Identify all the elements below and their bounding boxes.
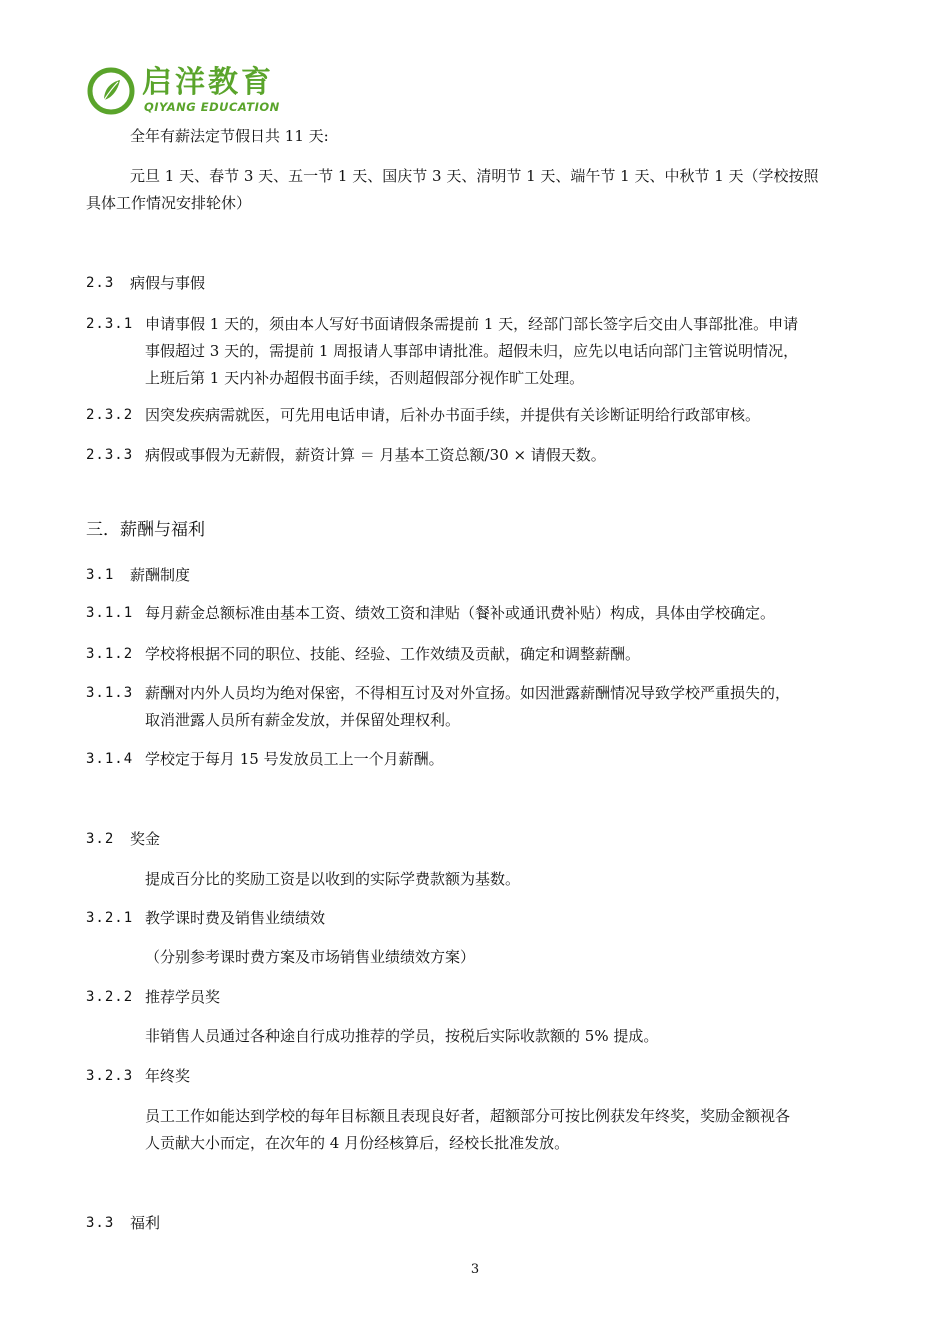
section-intro: 提成百分比的奖励工资是以收到的实际学费款额为基数。 xyxy=(145,870,521,888)
section-heading: 福利 xyxy=(130,1214,161,1232)
clause-number: 3.2.2 xyxy=(86,989,134,1005)
clause-text: 薪酬对内外人员均为绝对保密，不得相互讨及对外宣扬。如因泄露薪酬情况导致学校严重损失的， xyxy=(145,684,791,702)
clause-number: 3.1.3 xyxy=(86,685,134,701)
clause-text: 学校定于每月 15 号发放员工上一个月薪酬。 xyxy=(145,750,444,768)
clause-number: 2.3.2 xyxy=(86,407,134,423)
clause-title: 推荐学员奖 xyxy=(145,988,221,1006)
leaf-ring-icon xyxy=(86,66,136,116)
clause-text: 上班后第 1 天内补办超假书面手续，否则超假部分视作旷工处理。 xyxy=(145,369,585,387)
clause-text: （分别参考课时费方案及市场销售业绩绩效方案） xyxy=(145,948,476,966)
section-number: 3.1 xyxy=(86,567,115,583)
holiday-intro: 全年有薪法定节假日共 11 天: xyxy=(130,127,329,145)
clause-number: 2.3.3 xyxy=(86,447,134,463)
clause-number: 3.1.2 xyxy=(86,646,134,662)
holiday-list-line-2: 具体工作情况安排轮休） xyxy=(86,194,252,212)
clause-text: 因突发疾病需就医，可先用电话申请，后补办书面手续，并提供有关诊断证明给行政部审核。 xyxy=(145,406,761,424)
section-heading: 奖金 xyxy=(130,830,161,848)
clause-text: 取消泄露人员所有薪金发放，并保留处理权利。 xyxy=(145,711,461,729)
section-number: 2.3 xyxy=(86,275,115,291)
section-number: 3.2 xyxy=(86,831,115,847)
clause-number: 3.2.1 xyxy=(86,910,134,926)
clause-number: 2.3.1 xyxy=(86,316,134,332)
clause-text: 申请事假 1 天的，须由本人写好书面请假条需提前 1 天，经部门部长签字后交由人事部批准。申请 xyxy=(145,315,799,333)
clause-number: 3.2.3 xyxy=(86,1068,134,1084)
clause-text: 病假或事假为无薪假，薪资计算 ＝ 月基本工资总额/30 × 请假天数。 xyxy=(145,446,606,464)
logo-chinese-name: 启洋教育 xyxy=(142,65,274,100)
clause-text: 非销售人员通过各种途自行成功推荐的学员，按税后实际收款额的 5% 提成。 xyxy=(145,1027,659,1045)
clause-title: 年终奖 xyxy=(145,1067,191,1085)
logo-english-name: QIYANG EDUCATION xyxy=(144,100,280,114)
clause-text: 每月薪金总额标准由基本工资、绩效工资和津贴（餐补或通讯费补贴）构成，具体由学校确定。 xyxy=(145,604,776,622)
clause-text: 员工工作如能达到学校的每年目标额且表现良好者，超额部分可按比例获发年终奖，奖励金额视各 xyxy=(145,1107,791,1125)
section-heading: 病假与事假 xyxy=(130,274,206,292)
holiday-list-line-1: 元旦 1 天、春节 3 天、五一节 1 天、国庆节 3 天、清明节 1 天、端午节 1 天、中秋节 1 天（学校按照 xyxy=(130,167,819,185)
clause-number: 3.1.1 xyxy=(86,605,134,621)
page-number: 3 xyxy=(470,1262,480,1277)
chapter-heading: 三．薪酬与福利 xyxy=(86,520,205,540)
clause-text: 人贡献大小而定，在次年的 4 月份经核算后，经校长批准发放。 xyxy=(145,1134,570,1152)
section-number: 3.3 xyxy=(86,1215,115,1231)
section-heading: 薪酬制度 xyxy=(130,566,191,584)
clause-text: 事假超过 3 天的，需提前 1 周报请人事部申请批准。超假未归，应先以电话向部门主管说明情况， xyxy=(145,342,799,360)
clause-text: 学校将根据不同的职位、技能、经验、工作效绩及贡献，确定和调整薪酬。 xyxy=(145,645,641,663)
clause-number: 3.1.4 xyxy=(86,751,134,767)
clause-title: 教学课时费及销售业绩绩效 xyxy=(145,909,326,927)
school-logo xyxy=(86,66,336,118)
